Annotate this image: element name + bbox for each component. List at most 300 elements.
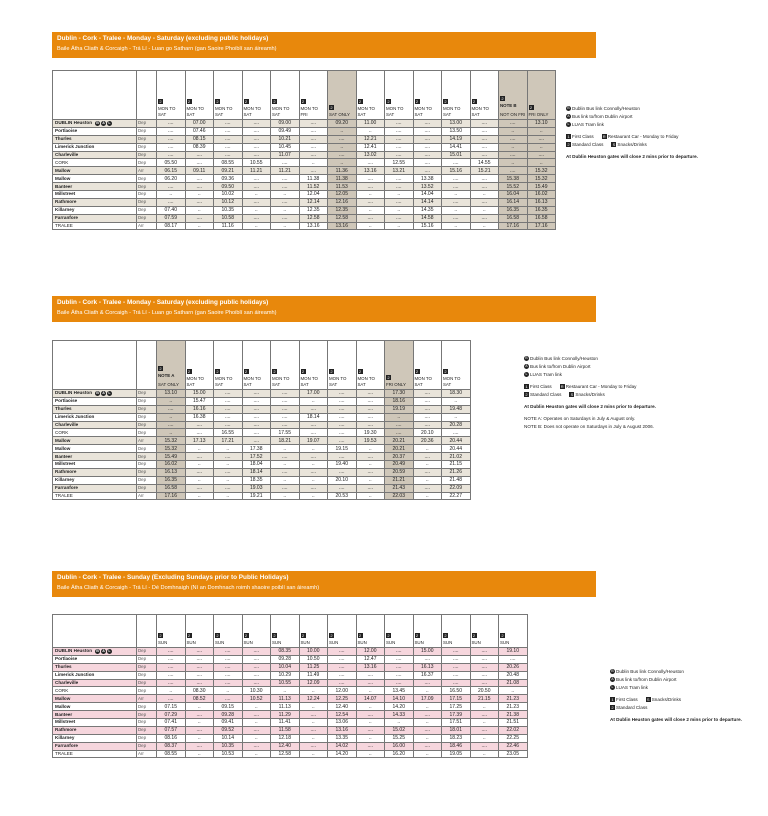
airport-icon: A	[611, 677, 614, 682]
time-cell: 21.23	[499, 703, 528, 711]
time-cell: 14.20	[328, 750, 357, 758]
time-cell: 16.00	[385, 742, 414, 750]
station-name: Mallow	[53, 175, 137, 183]
time-cell: ..	[299, 750, 328, 758]
class-icons	[272, 369, 298, 375]
time-cell: ....	[157, 151, 186, 159]
time-cell: 20.48	[499, 671, 528, 679]
time-cell: 09.20	[328, 120, 357, 128]
column-days: SUN	[329, 640, 339, 645]
standard-class-icon: 2	[244, 369, 248, 375]
class-icons	[158, 366, 184, 372]
column-header	[499, 71, 528, 120]
time-cell: ....	[242, 143, 271, 151]
legend-line	[566, 133, 756, 141]
arr-dep-label: Dep	[137, 663, 157, 671]
time-cell: 13.35	[328, 734, 357, 742]
time-cell: ..	[442, 206, 471, 214]
arr-dep-label: Dep	[137, 206, 157, 214]
legend-text: Dublin Bus link Connolly/Heuston	[572, 106, 640, 111]
table-row	[53, 655, 528, 663]
time-cell: ....	[242, 663, 271, 671]
time-cell: 07.29	[157, 711, 186, 719]
arr-dep-label: Arr	[137, 222, 157, 230]
time-cell: 12.25	[328, 695, 357, 703]
column-header	[470, 71, 499, 120]
station-name: Charleville	[53, 421, 137, 429]
time-cell: ....	[214, 679, 243, 687]
time-cell: ..	[356, 492, 385, 500]
time-cell: ..	[157, 429, 186, 437]
time-cell: 18.16	[385, 397, 414, 405]
time-cell: ....	[356, 742, 385, 750]
station-name: Farranfore	[53, 742, 137, 750]
time-cell: 20.10	[413, 429, 442, 437]
time-cell: ..	[242, 222, 271, 230]
time-cell: 07.57	[157, 726, 186, 734]
arr-dep-label: Dep	[137, 476, 157, 484]
time-cell: ....	[271, 421, 300, 429]
standard-class-icon: 2	[501, 96, 504, 102]
legend-item	[524, 392, 561, 397]
time-cell: 10.35	[214, 206, 243, 214]
time-cell: 16.13	[527, 198, 556, 206]
time-cell: ....	[413, 405, 442, 413]
time-cell: 13.50	[442, 127, 471, 135]
legend-1	[566, 105, 756, 161]
time-cell: ....	[442, 679, 471, 687]
station-name: Rathmore	[53, 726, 137, 734]
time-cell: ....	[242, 711, 271, 719]
arr-dep-label: Dep	[137, 655, 157, 663]
time-cell: ....	[185, 183, 214, 191]
airport-icon: A	[102, 390, 105, 395]
time-cell: ..	[442, 222, 471, 230]
timetable-1	[52, 70, 556, 230]
time-cell: 19.21	[242, 492, 271, 500]
time-cell: 09.41	[214, 719, 243, 727]
time-cell: ..	[413, 734, 442, 742]
column-header	[356, 341, 385, 390]
time-cell: ..	[470, 750, 499, 758]
table-row	[53, 687, 528, 695]
column-days: SUN	[500, 640, 510, 645]
legend-line	[610, 684, 760, 692]
time-cell: 11.21	[242, 167, 271, 175]
time-cell: ..	[157, 191, 186, 199]
class-icons	[272, 99, 298, 105]
time-cell: ....	[214, 648, 243, 656]
time-cell: 16.02	[527, 191, 556, 199]
standard-class-icon: 2	[611, 705, 614, 711]
time-cell: ....	[413, 742, 442, 750]
legend-item	[646, 697, 681, 702]
time-cell: ..	[185, 492, 214, 500]
class-icons	[301, 99, 327, 105]
time-cell: ....	[157, 695, 186, 703]
arr-dep-label: Dep	[137, 648, 157, 656]
time-cell: ....	[214, 413, 243, 421]
legend-text: First Class	[530, 384, 552, 389]
legend-item	[524, 416, 635, 421]
time-cell: 12.41	[356, 143, 385, 151]
time-cell: 12.21	[356, 135, 385, 143]
time-cell: 18.01	[442, 726, 471, 734]
time-cell: ....	[413, 151, 442, 159]
time-cell: 16.35	[499, 206, 528, 214]
column-days: MON TO SAT	[158, 106, 176, 117]
time-cell: ....	[299, 711, 328, 719]
time-cell: 12.18	[271, 734, 300, 742]
time-cell: ....	[185, 742, 214, 750]
table-row	[53, 437, 471, 445]
time-cell: ....	[499, 655, 528, 663]
legend-item	[610, 717, 742, 722]
time-cell: ....	[442, 655, 471, 663]
arr-dep-label: Dep	[137, 734, 157, 742]
time-cell: ....	[385, 151, 414, 159]
time-cell: 21.43	[385, 484, 414, 492]
time-cell: ....	[214, 421, 243, 429]
time-cell: 11.49	[299, 671, 328, 679]
arr-dep-label: Dep	[137, 671, 157, 679]
time-cell: ....	[242, 405, 271, 413]
time-cell: ....	[157, 421, 186, 429]
time-cell: ....	[299, 429, 328, 437]
time-cell: 17.25	[442, 703, 471, 711]
time-cell: ..	[299, 687, 328, 695]
time-cell: ....	[413, 413, 442, 421]
time-cell: ....	[328, 468, 357, 476]
time-cell: ..	[299, 159, 328, 167]
time-cell: 12.35	[328, 206, 357, 214]
time-cell: ....	[328, 453, 357, 461]
time-cell: ..	[299, 397, 328, 405]
time-cell: 08.17	[157, 222, 186, 230]
time-cell: 09.21	[214, 167, 243, 175]
time-cell: ..	[356, 476, 385, 484]
time-cell: ..	[385, 222, 414, 230]
arr-dep-label: Dep	[137, 143, 157, 151]
time-cell: 10.52	[242, 695, 271, 703]
timetable-section-1	[52, 32, 596, 58]
time-cell: ..	[356, 734, 385, 742]
time-cell: 08.15	[185, 135, 214, 143]
column-days: SUN	[357, 640, 367, 645]
standard-class-icon: 2	[387, 99, 390, 105]
time-cell: 16.04	[499, 191, 528, 199]
legend-3	[610, 668, 760, 724]
legend-text: Standard Class	[530, 392, 562, 397]
time-cell: ....	[470, 214, 499, 222]
time-cell: ....	[242, 390, 271, 398]
column-header	[527, 71, 556, 120]
column-days: SUN	[215, 640, 225, 645]
station-name: DUBLIN Heuston B A L	[53, 390, 137, 398]
time-cell: 12.58	[328, 214, 357, 222]
time-cell: ..	[356, 703, 385, 711]
legend-item	[524, 384, 552, 389]
legend-text: At Dublin Heuston gates will close 2 mins prior to departure.	[566, 154, 698, 159]
time-cell: ....	[242, 120, 271, 128]
column-header	[242, 615, 271, 648]
column-days: SUN	[471, 640, 481, 645]
station-name: Mallow	[53, 167, 137, 175]
time-cell: ....	[385, 198, 414, 206]
time-cell: ..	[242, 734, 271, 742]
time-cell: 12.04	[299, 191, 328, 199]
legend-text: Bus link to/from Dublin Airport	[572, 114, 633, 119]
time-cell: 09.28	[214, 711, 243, 719]
station-name: Limerick Junction	[53, 413, 137, 421]
column-header	[356, 615, 385, 648]
class-icons	[329, 105, 355, 111]
standard-class-icon: 2	[244, 633, 248, 639]
bus-icon: B	[525, 356, 528, 361]
legend-text: NOTE A: Operates on Saturdays in July & August only.	[524, 416, 636, 421]
time-cell: ....	[356, 711, 385, 719]
table-row	[53, 405, 471, 413]
time-cell: 16.13	[413, 663, 442, 671]
time-cell: 15.49	[527, 183, 556, 191]
time-cell: ....	[413, 679, 442, 687]
arr-dep-label: Dep	[137, 175, 157, 183]
table-row	[53, 222, 556, 230]
time-cell: 15.00	[185, 390, 214, 398]
station-name: TRALEE	[53, 222, 137, 230]
standard-class-icon: 2	[444, 99, 447, 105]
standard-class-icon: 2	[444, 633, 447, 639]
standard-class-icon: 2	[567, 142, 570, 148]
arr-dep-label: Dep	[137, 453, 157, 461]
time-cell: 12.40	[328, 703, 357, 711]
connection-icons	[95, 648, 113, 653]
snacks-icon: S	[646, 697, 650, 703]
column-days: MON TO SAT	[300, 376, 318, 387]
time-cell: ....	[356, 421, 385, 429]
time-cell: ..	[185, 222, 214, 230]
station-name: Thurles	[53, 663, 137, 671]
time-cell: ..	[185, 750, 214, 758]
time-cell: ....	[271, 397, 300, 405]
time-cell: ..	[413, 750, 442, 758]
arr-dep-label: Arr	[137, 167, 157, 175]
station-name: Millstreet	[53, 191, 137, 199]
legend-item	[610, 697, 638, 702]
time-cell: ....	[527, 135, 556, 143]
time-cell: ....	[242, 429, 271, 437]
standard-class-icon: 2	[330, 369, 333, 375]
time-cell: ....	[413, 484, 442, 492]
class-icons	[472, 633, 498, 639]
time-cell: ..	[185, 719, 214, 727]
table-row	[53, 127, 556, 135]
column-days: MON TO SAT	[215, 376, 233, 387]
legend-item	[524, 424, 654, 429]
time-cell: 20.21	[385, 445, 414, 453]
station-name: Millstreet	[53, 461, 137, 469]
column-days: MON TO SAT	[443, 106, 461, 117]
time-cell: 08.16	[157, 734, 186, 742]
time-cell: 08.52	[185, 695, 214, 703]
station-name: Killarney	[53, 206, 137, 214]
arr-dep-label: Dep	[137, 191, 157, 199]
legend-item	[610, 705, 647, 710]
time-cell: ....	[385, 679, 414, 687]
station-name: Banteer	[53, 183, 137, 191]
arr-dep-label: Dep	[137, 135, 157, 143]
time-cell: ..	[242, 191, 271, 199]
time-cell: 21.23	[499, 695, 528, 703]
legend-item	[524, 372, 562, 377]
time-cell: ....	[470, 711, 499, 719]
time-cell: 19.48	[442, 405, 471, 413]
time-cell: ....	[271, 198, 300, 206]
time-cell: ..	[356, 750, 385, 758]
time-cell: ....	[356, 413, 385, 421]
time-cell: 12.00	[356, 648, 385, 656]
station-name: Rathmore	[53, 468, 137, 476]
time-cell: ....	[385, 421, 414, 429]
table-row	[53, 390, 471, 398]
time-cell: ....	[185, 198, 214, 206]
time-cell: ..	[499, 127, 528, 135]
time-cell: ..	[413, 703, 442, 711]
time-cell: 06.20	[157, 175, 186, 183]
time-cell: ..	[470, 222, 499, 230]
time-cell: ....	[470, 175, 499, 183]
time-cell: ....	[385, 429, 414, 437]
time-cell: 10.12	[214, 198, 243, 206]
first-class-icon: 1	[611, 697, 614, 703]
time-cell: ..	[328, 159, 357, 167]
time-cell: 18.04	[242, 461, 271, 469]
time-cell: 12.09	[299, 679, 328, 687]
time-cell: ....	[413, 167, 442, 175]
table-row	[53, 198, 556, 206]
time-cell: 19.03	[242, 484, 271, 492]
time-cell: ....	[470, 135, 499, 143]
time-cell: ....	[442, 198, 471, 206]
time-cell: 17.16	[527, 222, 556, 230]
time-cell: 18.30	[442, 390, 471, 398]
time-cell: ....	[185, 151, 214, 159]
time-cell: ..	[356, 461, 385, 469]
time-cell: 10.55	[242, 159, 271, 167]
time-cell: ..	[499, 143, 528, 151]
time-cell: ..	[271, 191, 300, 199]
time-cell: ..	[356, 222, 385, 230]
time-cell: 12.14	[299, 198, 328, 206]
time-cell: ....	[185, 484, 214, 492]
class-icons	[358, 99, 384, 105]
table-row	[53, 159, 556, 167]
time-cell: 09.11	[185, 167, 214, 175]
airport-icon: A	[102, 120, 105, 125]
section-banner	[52, 571, 596, 597]
class-icons	[386, 99, 412, 105]
time-cell: ....	[328, 655, 357, 663]
station-name: CORK	[53, 159, 137, 167]
time-cell: 13.10	[527, 120, 556, 128]
time-cell: 05.50	[157, 159, 186, 167]
time-cell: 15.49	[157, 453, 186, 461]
time-cell: ....	[328, 671, 357, 679]
time-cell: ....	[356, 468, 385, 476]
header-blank	[137, 341, 157, 390]
time-cell: ....	[328, 663, 357, 671]
time-cell: ....	[185, 655, 214, 663]
time-cell: 17.15	[442, 695, 471, 703]
time-cell: ..	[356, 206, 385, 214]
time-cell: 18.35	[242, 476, 271, 484]
time-cell: ....	[356, 198, 385, 206]
time-cell: ....	[299, 151, 328, 159]
time-cell: ....	[214, 135, 243, 143]
standard-class-icon: 2	[273, 633, 276, 639]
legend-item	[566, 142, 603, 147]
time-cell: 16.38	[185, 413, 214, 421]
time-cell: 16.37	[413, 671, 442, 679]
time-cell: ....	[299, 127, 328, 135]
time-cell: ....	[442, 183, 471, 191]
luas-icon: L	[108, 648, 111, 653]
standard-class-icon: 2	[273, 369, 276, 375]
time-cell: 14.14	[413, 198, 442, 206]
time-cell: 07.59	[157, 214, 186, 222]
time-cell: 11.38	[328, 175, 357, 183]
column-header	[328, 615, 357, 648]
arr-dep-label: Dep	[137, 742, 157, 750]
time-cell: 20.50	[470, 687, 499, 695]
time-cell: ....	[442, 214, 471, 222]
time-cell: 08.37	[157, 742, 186, 750]
time-cell: ....	[356, 453, 385, 461]
time-cell: ....	[214, 390, 243, 398]
time-cell: ....	[242, 151, 271, 159]
time-cell: 14.41	[442, 143, 471, 151]
time-cell: ....	[242, 397, 271, 405]
time-cell: ....	[356, 390, 385, 398]
time-cell: ....	[271, 159, 300, 167]
standard-class-icon: 2	[415, 99, 419, 105]
time-cell: 19.05	[442, 750, 471, 758]
first-class-icon: 1	[525, 384, 528, 390]
time-cell: ....	[214, 468, 243, 476]
table-row	[53, 719, 528, 727]
time-cell: 20.28	[442, 421, 471, 429]
time-cell: 11.58	[271, 726, 300, 734]
table-row	[53, 695, 528, 703]
section-title: Dublin - Cork - Tralee - Monday - Saturday (excluding public holidays)	[57, 35, 269, 42]
time-cell: ....	[271, 214, 300, 222]
arr-dep-label: Dep	[137, 687, 157, 695]
time-cell: ....	[328, 151, 357, 159]
time-cell: ....	[242, 135, 271, 143]
table-row	[53, 397, 471, 405]
time-cell: ..	[214, 445, 243, 453]
time-cell: 08.35	[271, 648, 300, 656]
time-cell: ..	[442, 191, 471, 199]
arr-dep-label: Arr	[137, 750, 157, 758]
time-cell: 17.16	[499, 222, 528, 230]
standard-class-icon: 2	[159, 633, 162, 639]
time-cell: ..	[299, 719, 328, 727]
time-cell: ....	[328, 390, 357, 398]
time-cell: 06.15	[157, 167, 186, 175]
standard-class-icon: 2	[187, 99, 191, 105]
time-cell: 21.08	[499, 679, 528, 687]
